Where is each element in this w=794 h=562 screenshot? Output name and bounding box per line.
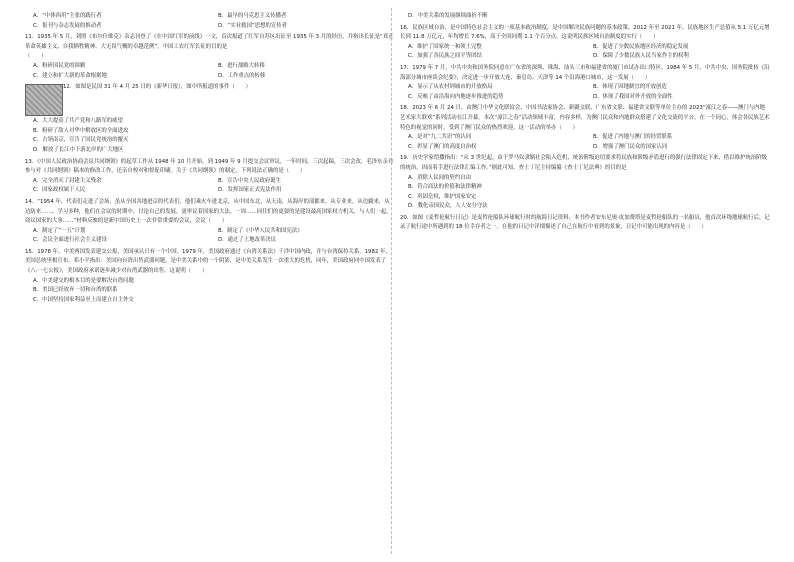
q13-option-d: D．发挥国家正式宪法作用 <box>218 187 282 194</box>
left-column <box>25 12 395 305</box>
q18-options <box>400 133 770 152</box>
q13-option-a: A．完全消灭了封建主义残余 <box>33 177 102 184</box>
question-18 <box>400 104 770 152</box>
q10-options <box>25 12 395 31</box>
question-20 <box>400 214 770 233</box>
q15-option-a: A．中美建交的根本目的是要解决台湾问题 <box>33 277 134 284</box>
q11-option-b: B．进行战略大转移 <box>218 62 265 69</box>
q19-option-d: D．教化帝国民众，人人安分守法 <box>408 203 488 210</box>
q16-option-c: C．加强了各民族之间平等团结 <box>408 53 482 60</box>
q18-stem: 18．2023 年 6 月 24 日，由澳门中华文化联谊会、中国书法家协会、新疆文联、广东省文联、福建省文联等单位主办的 2023“濠江之春——澳门与内地艺术家大联欢”系列活动在江开幕。本次“濠江之春”活动领域丰富，内容多样，为澳门民众和内地群众搭建了文化交流的平台，在一个同心，体会各民族艺术特色的视觉的同时，受到了澳门民众的热烈欢迎。这一活动的举办（ ） <box>400 105 770 131</box>
q15-option-b: B．美国已经放弃一切和台湾的联系 <box>33 287 118 294</box>
q12-option-a: A．大大提高了共产党和八路军的威望 <box>33 118 123 125</box>
q10-option-d: D．“实业救国”思想的宣传者 <box>218 22 288 29</box>
q15-option-d: D．中美关系的发展继续曲折不断 <box>408 13 488 19</box>
q16-options <box>400 43 770 62</box>
newspaper-image <box>25 84 63 116</box>
q17-option-b: B．体现了因地制宜的开放创造 <box>593 84 667 91</box>
q16-stem: 16．民族区域自治，是中国特色社会主义的一项基本政治制度，是中国解决民族问题的基本政策。2012 年至 2021 年，民族地区生产总值从 5.1 万亿元增长到 11.8 万亿元，年均增长 7.6%，高于全国同期 1.1 个百分点，这说明民族区域自治制度的实行（ ） <box>400 24 770 41</box>
q14-option-b: B．制定了《中华人民共和国宪法》 <box>218 227 303 234</box>
q13-options <box>25 177 395 196</box>
q15-stem: 15．1978 年，中美两国发表建交公报，美国承认只有一个中国。1979 年，美国政府通过《台湾关系法》干涉中国内政，并与台湾保持关系。1982 年，美国总统里根宣布，邓小平指出：美国向台湾出售武器问题，是中美关系中的一个阴影，是中美关系发生一次重大的危机，同年，美国政府同中国发表了《八·一七公报》，美国政府承诺逐步减少对台湾武器的出售。这说明（ ） <box>25 248 391 275</box>
q19-option-c: C．巩固皇权，维护国家安定 <box>408 193 477 200</box>
question-17 <box>400 64 770 102</box>
q18-option-a: A．是对“九二共识”的认同 <box>408 134 472 141</box>
q14-option-a: A．制定了“一五”计划 <box>33 227 86 234</box>
q11-option-d: D．工作重点的转移 <box>218 72 266 79</box>
q16-option-b: B．促进了少数民族地区经济的稳定发展 <box>593 43 689 50</box>
q11-option-c: C．建立和扩大新的革命根据地 <box>33 72 107 79</box>
q12-stem: 12．如图是民国 31 年 4 月 25 日的《新华日报》，图中所报道的事件（ ） <box>63 84 251 91</box>
q20-stem: 20．如图《麦哲伦航行日记》是麦哲伦船队环球航行时的航海日记资料。本书作者安东尼奥·皮加费塔是麦哲伦船队的一名船员，他首次环绕地球航行后，记录了航行途中所遇到的 18 位幸存者之一。在他的日记中详细描述了自己在航行中看到的景象，日记中可能出现的内容是（ ） <box>400 214 770 231</box>
q19-option-a: A．消除人民间的契约自由 <box>408 174 471 181</box>
q15-option-c: C．中国坚持国家利益至上而建立自主外交 <box>33 296 134 303</box>
question-12 <box>25 83 395 117</box>
q14-options <box>25 227 395 246</box>
q13-option-c: C．国家政权属于人民 <box>33 187 86 194</box>
q10-option-b: B．最早的马克思主义传播者 <box>218 13 287 19</box>
question-13 <box>25 158 395 196</box>
question-14 <box>25 198 395 246</box>
q12-option-d: D．解放了长江中下游北岸的广大地区 <box>33 146 124 153</box>
q19-stem: 19．历史学家恺撒指出：“从 3 世纪起，由于罗马奴隶制社会陷入危机，统治阶级迫切要求将民族和阶级矛盾进行的强行法律固定下来，借以维护统治阶级的统治，因而着手进行法律汇编工作。”据此可知，查士丁尼主持编纂《查士丁尼法典》的目的是 <box>400 155 767 171</box>
q11-options <box>25 62 395 81</box>
q11-stem: 11．1935 年 5 月，刘照《布尔什维克》杂志刊登了《在中国红军的前线》一文，首次报道了红军自苏区出征至 1935 年 3 月的经历，并指出长征是“真正革命英雄主义、自我牺牲精神、大无畏气概的卓越范例”。中国工农红军长征的目的是 <box>25 34 394 50</box>
q14-option-c: C．会议全面进行社会主义建设 <box>33 237 107 244</box>
question-16 <box>400 24 770 62</box>
q18-option-c: C．彰显了澳门的高度自治权 <box>408 143 477 150</box>
q13-stem: 13．《中国人民政治协商会议共同纲领》的起草工作从 1948 年 10 月开始，到 1949 年 9 月提交会议审议，一年时间，三次起稿，三次会改，毛泽东亲自参与对《共同纲领》稿本的修改工作，还亲自校对和督促印刷。关于《共同纲领》的制定，下列说法正确的是（ ） <box>25 158 394 175</box>
q16-option-d: D．保障了少数民族人民当家作主的权利 <box>593 53 689 60</box>
q17-options <box>400 83 770 102</box>
q17-option-c: C．反映了由沿海向内地逐步推进的趋势 <box>408 93 504 100</box>
q10-option-c: C．报刊与杂志发展的推动者 <box>33 22 102 29</box>
q12-option-c: C．占领南京，宣告了国民党统治的覆灭 <box>33 137 129 144</box>
q17-option-a: A．显示了从农村到城市的开放格局 <box>408 84 493 91</box>
q10-option-a: A．“中体西用”主张的践行者 <box>33 13 102 19</box>
q11-paren: （ ） <box>25 53 47 60</box>
q13-option-b: B．宣告中央人民政府诞生 <box>218 177 281 184</box>
q18-option-b: B．促进了内地与澳门的经贸联系 <box>593 134 673 141</box>
right-column <box>400 12 770 233</box>
q19-option-b: B．符合商法的价值和法律精神 <box>408 184 482 191</box>
q17-option-d: D．体现了我国对外开放的全面性 <box>593 93 673 100</box>
question-19 <box>400 154 770 212</box>
q12-options <box>25 117 395 155</box>
question-11 <box>25 33 395 81</box>
q12-option-b: B．粉碎了敌人对华中解放区的全面进攻 <box>33 127 129 134</box>
q11-option-a: A．粉碎国民党的围剿 <box>33 62 86 69</box>
q14-option-d: D．通过了土地改革决议 <box>218 237 277 244</box>
q18-option-d: D．增强了澳门民众的国家认同 <box>593 143 668 150</box>
q14-stem: 14．“1954 年，代表们走进了会场，虽从全国各地进京的代表们，他们乘火车进北京，从中国东北，从天南，从海岸的部都来，从专业来，从边疆来，从边防来……，学习多种，他们在会议的时期中，讨论自己的发展，更审议着国家的大法。一周……同住们的更要的是建设最高国家权力机关，与人们一起，商议国家的大事……”材料反映的是新中国历史上一次非常重要的会议，会议（ ） <box>25 198 392 225</box>
question-15 <box>25 248 395 306</box>
q16-option-a: A．维护了国家统一和领土完整 <box>408 43 482 50</box>
q17-stem: 17．1979 年 7 月，中共中央和国务院同意在广东省的深圳、珠海、汕头三市和福建省的厦门市试办出口特区。1984 年 5 月，中共中央、国务院批转《沿海部分城市座谈会纪要》，决定进一步开放大连、秦皇岛、天津等 14 个沿海港口城市，这一发展（ ） <box>400 64 770 81</box>
